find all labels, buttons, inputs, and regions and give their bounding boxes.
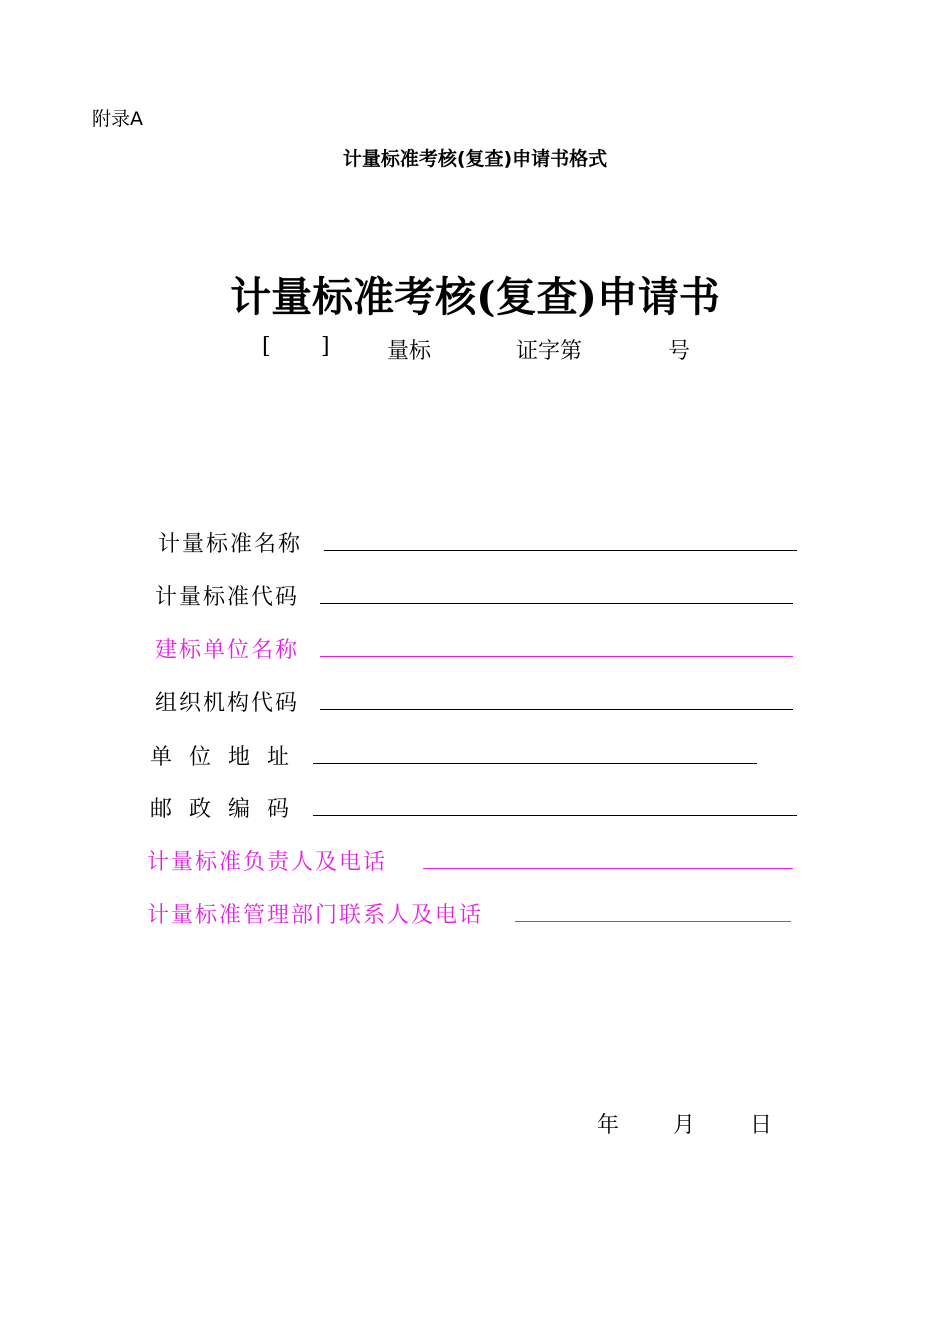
field-label-org-code: 组织机构代码	[155, 691, 300, 716]
certificate-bracket-close: ]	[321, 334, 330, 359]
field-line-unit-name[interactable]	[320, 656, 793, 657]
field-line-address[interactable]	[313, 763, 757, 764]
field-label-standard-name: 计量标准名称	[158, 532, 303, 557]
field-label-postcode: 邮政编码	[150, 797, 307, 822]
field-label-responsible-person: 计量标准负责人及电话	[147, 850, 388, 875]
certificate-part-3: 号	[668, 339, 691, 364]
field-line-standard-name[interactable]	[324, 550, 797, 551]
certificate-bracket-open: [	[262, 334, 271, 359]
page-title: 计量标准考核(复查)申请书	[230, 273, 720, 321]
field-label-standard-code: 计量标准代码	[155, 585, 300, 610]
certificate-part-1: 量标	[387, 339, 432, 364]
field-line-org-code[interactable]	[320, 709, 793, 710]
field-line-postcode[interactable]	[313, 815, 797, 816]
date-month-label: 月	[673, 1113, 696, 1138]
appendix-label: 附录A	[92, 108, 143, 130]
field-label-unit-name: 建标单位名称	[155, 638, 300, 663]
date-day-label: 日	[750, 1113, 773, 1138]
field-line-responsible-person[interactable]	[423, 868, 793, 869]
field-line-dept-contact[interactable]	[515, 921, 791, 922]
certificate-part-2: 证字第	[516, 339, 583, 364]
date-year-label: 年	[597, 1113, 620, 1138]
field-line-standard-code[interactable]	[320, 603, 793, 604]
document-subtitle: 计量标准考核(复查)申请书格式	[342, 148, 608, 170]
field-label-address: 单位地址	[150, 745, 307, 770]
field-label-dept-contact: 计量标准管理部门联系人及电话	[147, 903, 484, 928]
